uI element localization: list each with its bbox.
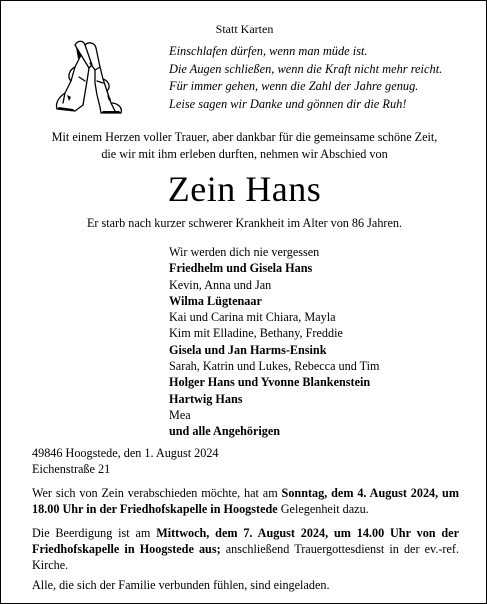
family-line: Wilma Lügtenaar — [169, 293, 262, 308]
praying-hands-icon — [45, 37, 131, 115]
intro-line-2: die wir mit ihm erleben durften, nehmen wir Abschied von — [101, 147, 388, 161]
family-line: Kim mit Elladine, Bethany, Freddie — [169, 326, 343, 341]
deceased-name: Zein Hans — [167, 169, 322, 209]
poem-line: Die Augen schließen, wenn die Kraft nicht mehr reicht. — [169, 61, 443, 76]
family-line: Sarah, Katrin und Lukes, Rebecca und Tim — [169, 359, 380, 374]
family-line: Holger Hans und Yvonne Blankenstein — [169, 375, 371, 390]
poem-line: Leise sagen wir Danke und gönnen dir die Ruh! — [169, 96, 407, 111]
family-line: Kai und Carina mit Chiara, Mayla — [169, 310, 336, 325]
funeral-text-end: anschließend Trauergottesdienst in der ev.-ref. Kirche. — [32, 542, 459, 572]
family-line: Gisela und Jan Harms-Ensink — [169, 342, 327, 357]
intro-text — [1, 129, 487, 163]
place-date: 49846 Hoogstede, den 1. August 2024 — [32, 446, 219, 460]
farewell-paragraph — [32, 485, 459, 517]
family-line: Hartwig Hans — [169, 391, 243, 406]
address-block — [32, 445, 219, 477]
funeral-bold: Mittwoch, dem 7. August 2024, um 14.00 Uhr von der Friedhofskapelle in Hoogstede aus; — [32, 526, 459, 556]
closing-paragraph: Alle, die sich der Familie verbunden fühlen, sind eingeladen. — [32, 578, 330, 592]
poem-line: Einschlafen dürfen, wenn man müde ist. — [169, 44, 368, 58]
family-opening: Wir werden dich nie vergessen — [169, 245, 320, 259]
poem — [169, 43, 442, 113]
funeral-paragraph — [32, 525, 459, 573]
intro-line-1: Mit einem Herzen voller Trauer, aber dankbar für die gemeinsame schöne Zeit, — [51, 130, 438, 144]
funeral-text: Die Beerdigung ist am — [32, 526, 157, 540]
farewell-text: Wer sich von Zein verabschieden möchte, hat am — [32, 486, 282, 500]
farewell-text-end: Gelegenheit dazu. — [277, 502, 369, 516]
family-line: Friedhelm und Gisela Hans — [169, 261, 313, 276]
family-line: und alle Angehörigen — [169, 424, 281, 439]
family-line: Mea — [169, 407, 191, 422]
street: Eichenstraße 21 — [32, 462, 111, 476]
death-note: Er starb nach kurzer schwerer Krankheit im Alter von 86 Jahren. — [86, 216, 403, 230]
family-line: Kevin, Anna und Jan — [169, 277, 272, 292]
poem-line: Für immer gehen, wenn die Zahl der Jahre genug. — [169, 79, 419, 93]
family-list — [169, 244, 380, 440]
farewell-bold: Sonntag, dem 4. August 2024, um 18.00 Uhr in der Friedhofskapelle in Hoogstede — [32, 486, 459, 516]
statt-karten-label: Statt Karten — [215, 22, 274, 36]
